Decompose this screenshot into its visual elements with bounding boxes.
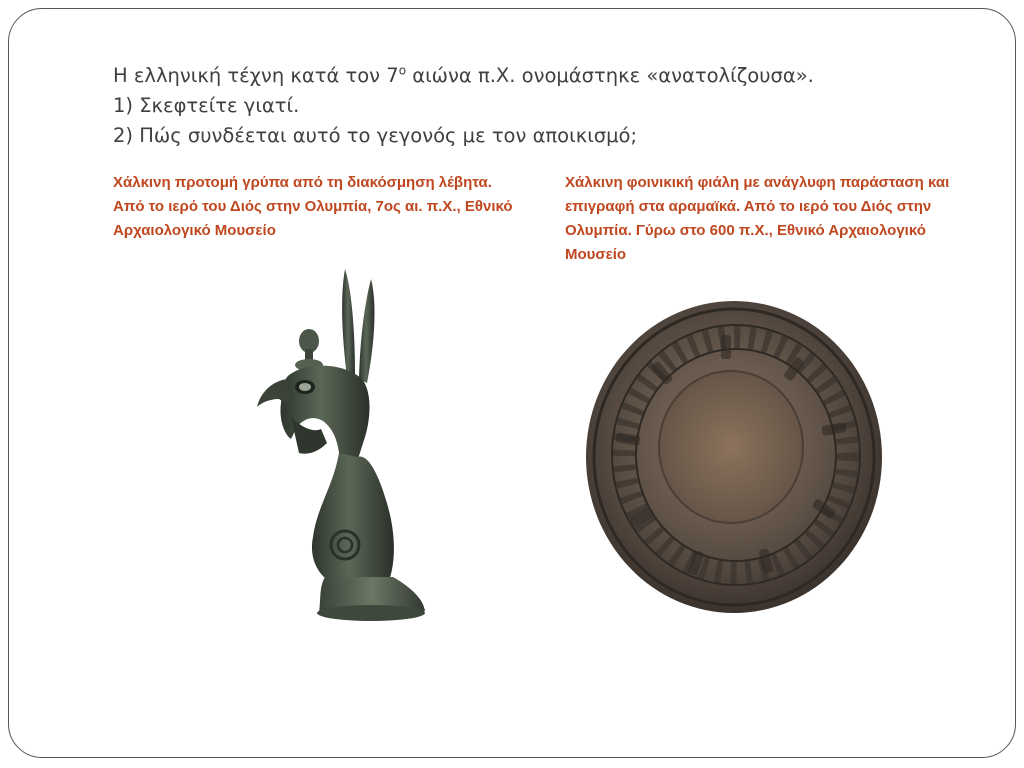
griffin-illustration bbox=[247, 257, 443, 657]
title-line-1-rest: αιώνα π.Χ. ονομάστηκε «ανατολίζουσα». bbox=[406, 64, 814, 87]
phoenician-phiale-image bbox=[581, 297, 887, 633]
title-line-3: 2) Πώς συνδέεται αυτό το γεγονός με τον αποικισμό; bbox=[113, 124, 638, 147]
phiale-illustration bbox=[581, 297, 887, 633]
title-line-1-text: Η ελληνική τέχνη κατά τον 7 bbox=[113, 64, 399, 87]
griffin-protome-image bbox=[247, 257, 443, 657]
title-line-1 bbox=[113, 61, 913, 91]
slide bbox=[8, 8, 1016, 758]
title-line-2: 1) Σκεφτείτε γιατί. bbox=[113, 94, 300, 117]
title-superscript: ο bbox=[398, 63, 407, 78]
griffin-caption: Χάλκινη προτομή γρύπα από τη διακόσμηση λέβητα. Από το ιερό του Διός στην Ολυμπία, 7ος αι. π.Χ., Εθνικό Αρχαιολογικό Μουσείο bbox=[113, 174, 513, 239]
phiale-caption: Χάλκινη φοινικική φιάλη με ανάγλυφη παράσταση και επιγραφή στα αραμαϊκά. Από το ιερό του Διός στην Ολυμπία. Γύρω στο 600 π.Χ., Εθνικό Αρχαιολογικό Μουσείο bbox=[565, 174, 950, 261]
slide-title bbox=[113, 61, 913, 151]
